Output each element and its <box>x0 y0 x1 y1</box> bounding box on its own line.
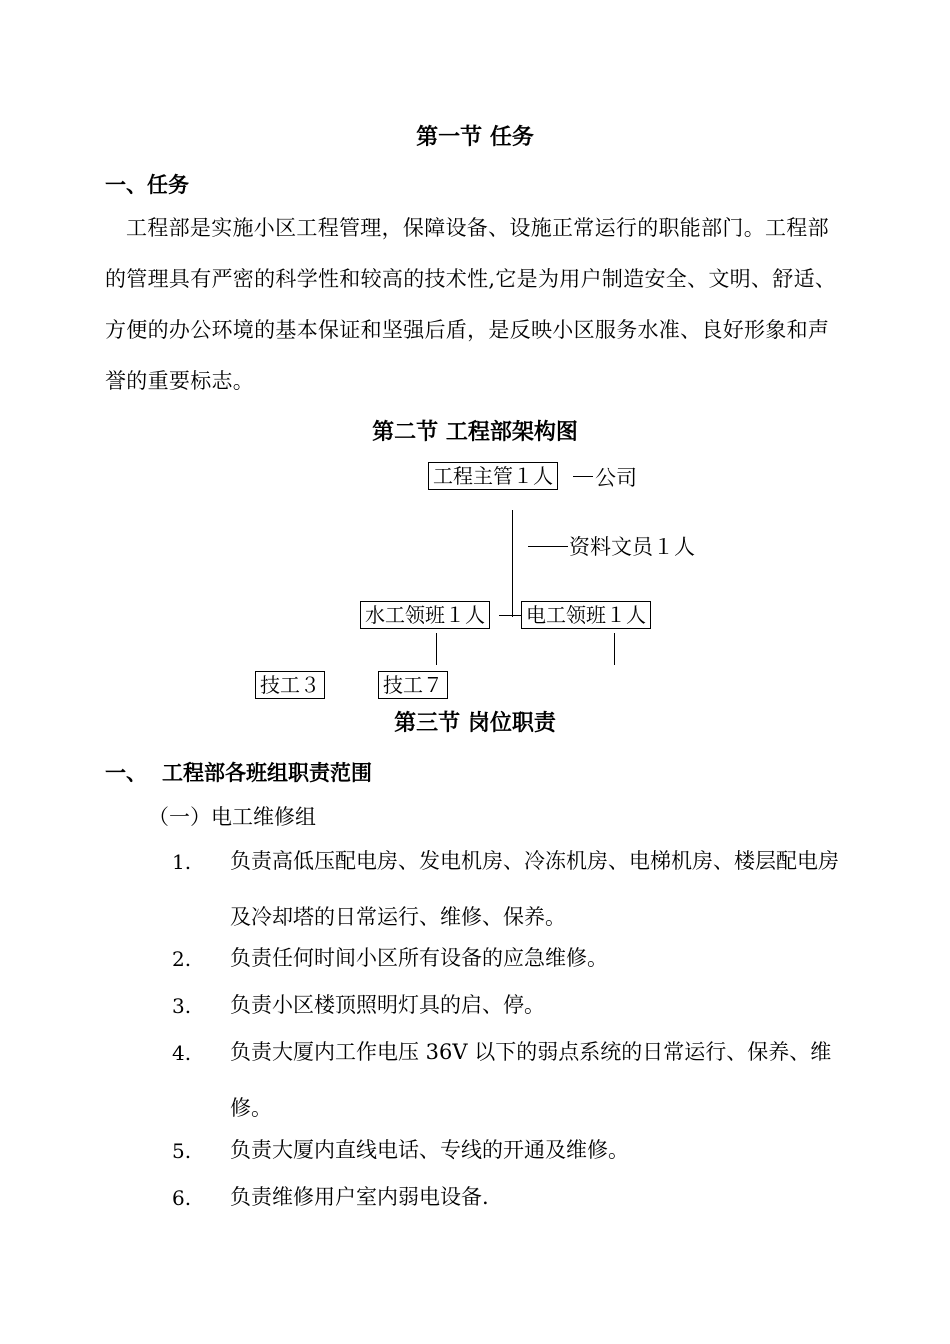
section1-paragraph: 工程部是实施小区工程管理，保障设备、设施正常运行的职能部门。工程部的管理具有严密的科学性和较高的技术性,它是为用户制造安全、文明、舒适、方便的办公环境的基本保证和坚强后盾，是反映小区服务水准、良好形象和声誉的重要标志。 <box>105 216 837 393</box>
org-electrician-lead-box: 电工领班１人 <box>521 601 651 629</box>
section3-heading-number: 一、 <box>105 760 147 785</box>
duty-number: 6. <box>172 1186 192 1210</box>
duty-text: 负责维修用户室内弱电设备. <box>230 1185 489 1209</box>
section3-title: 第三节 岗位职责 <box>394 710 556 736</box>
section3-heading: 工程部各班组职责范围 <box>162 760 372 785</box>
org-line-electrician-down <box>614 633 615 665</box>
duty-number: 3. <box>172 994 192 1018</box>
org-tech-b-box: 技工７ <box>378 671 448 699</box>
section1-heading: 一、任务 <box>105 172 189 197</box>
duty-number: 4. <box>172 1041 192 1065</box>
org-supervisor-box: 工程主管１人 <box>428 462 558 490</box>
org-plumber-lead-box: 水工领班１人 <box>360 601 490 629</box>
duty-number: 5. <box>172 1139 192 1163</box>
duty-text: 负责任何时间小区所有设备的应急维修。 <box>230 946 608 970</box>
duty-text: 负责大厦内直线电话、专线的开通及维修。 <box>230 1138 629 1162</box>
org-line-plumber-down <box>436 633 437 665</box>
duty-text: 负责小区楼顶照明灯具的启、停。 <box>230 993 545 1017</box>
duty-number: 2. <box>172 947 192 971</box>
org-line-company <box>573 476 593 477</box>
duty-text: 负责大厦内工作电压 36V 以下的弱点系统的日常运行、保养、维修。 <box>230 1040 832 1120</box>
section1-title: 第一节 任务 <box>416 124 534 150</box>
duty-text: 负责高低压配电房、发电机房、冷冻机房、电梯机房、楼层配电房及冷却塔的日常运行、维修、保养。 <box>230 849 839 929</box>
org-line-leads <box>499 615 521 616</box>
section2-title: 第二节 工程部架构图 <box>372 419 578 445</box>
org-company-label: 公司 <box>595 466 637 490</box>
org-tech-a-box: 技工３ <box>255 671 325 699</box>
org-line-clerk <box>528 546 568 547</box>
org-clerk-label: 资料文员１人 <box>569 535 695 559</box>
duty-number: 1. <box>172 850 192 874</box>
org-line-main-vertical <box>512 510 513 617</box>
section3-sub-heading: （一）电工维修组 <box>148 805 316 829</box>
